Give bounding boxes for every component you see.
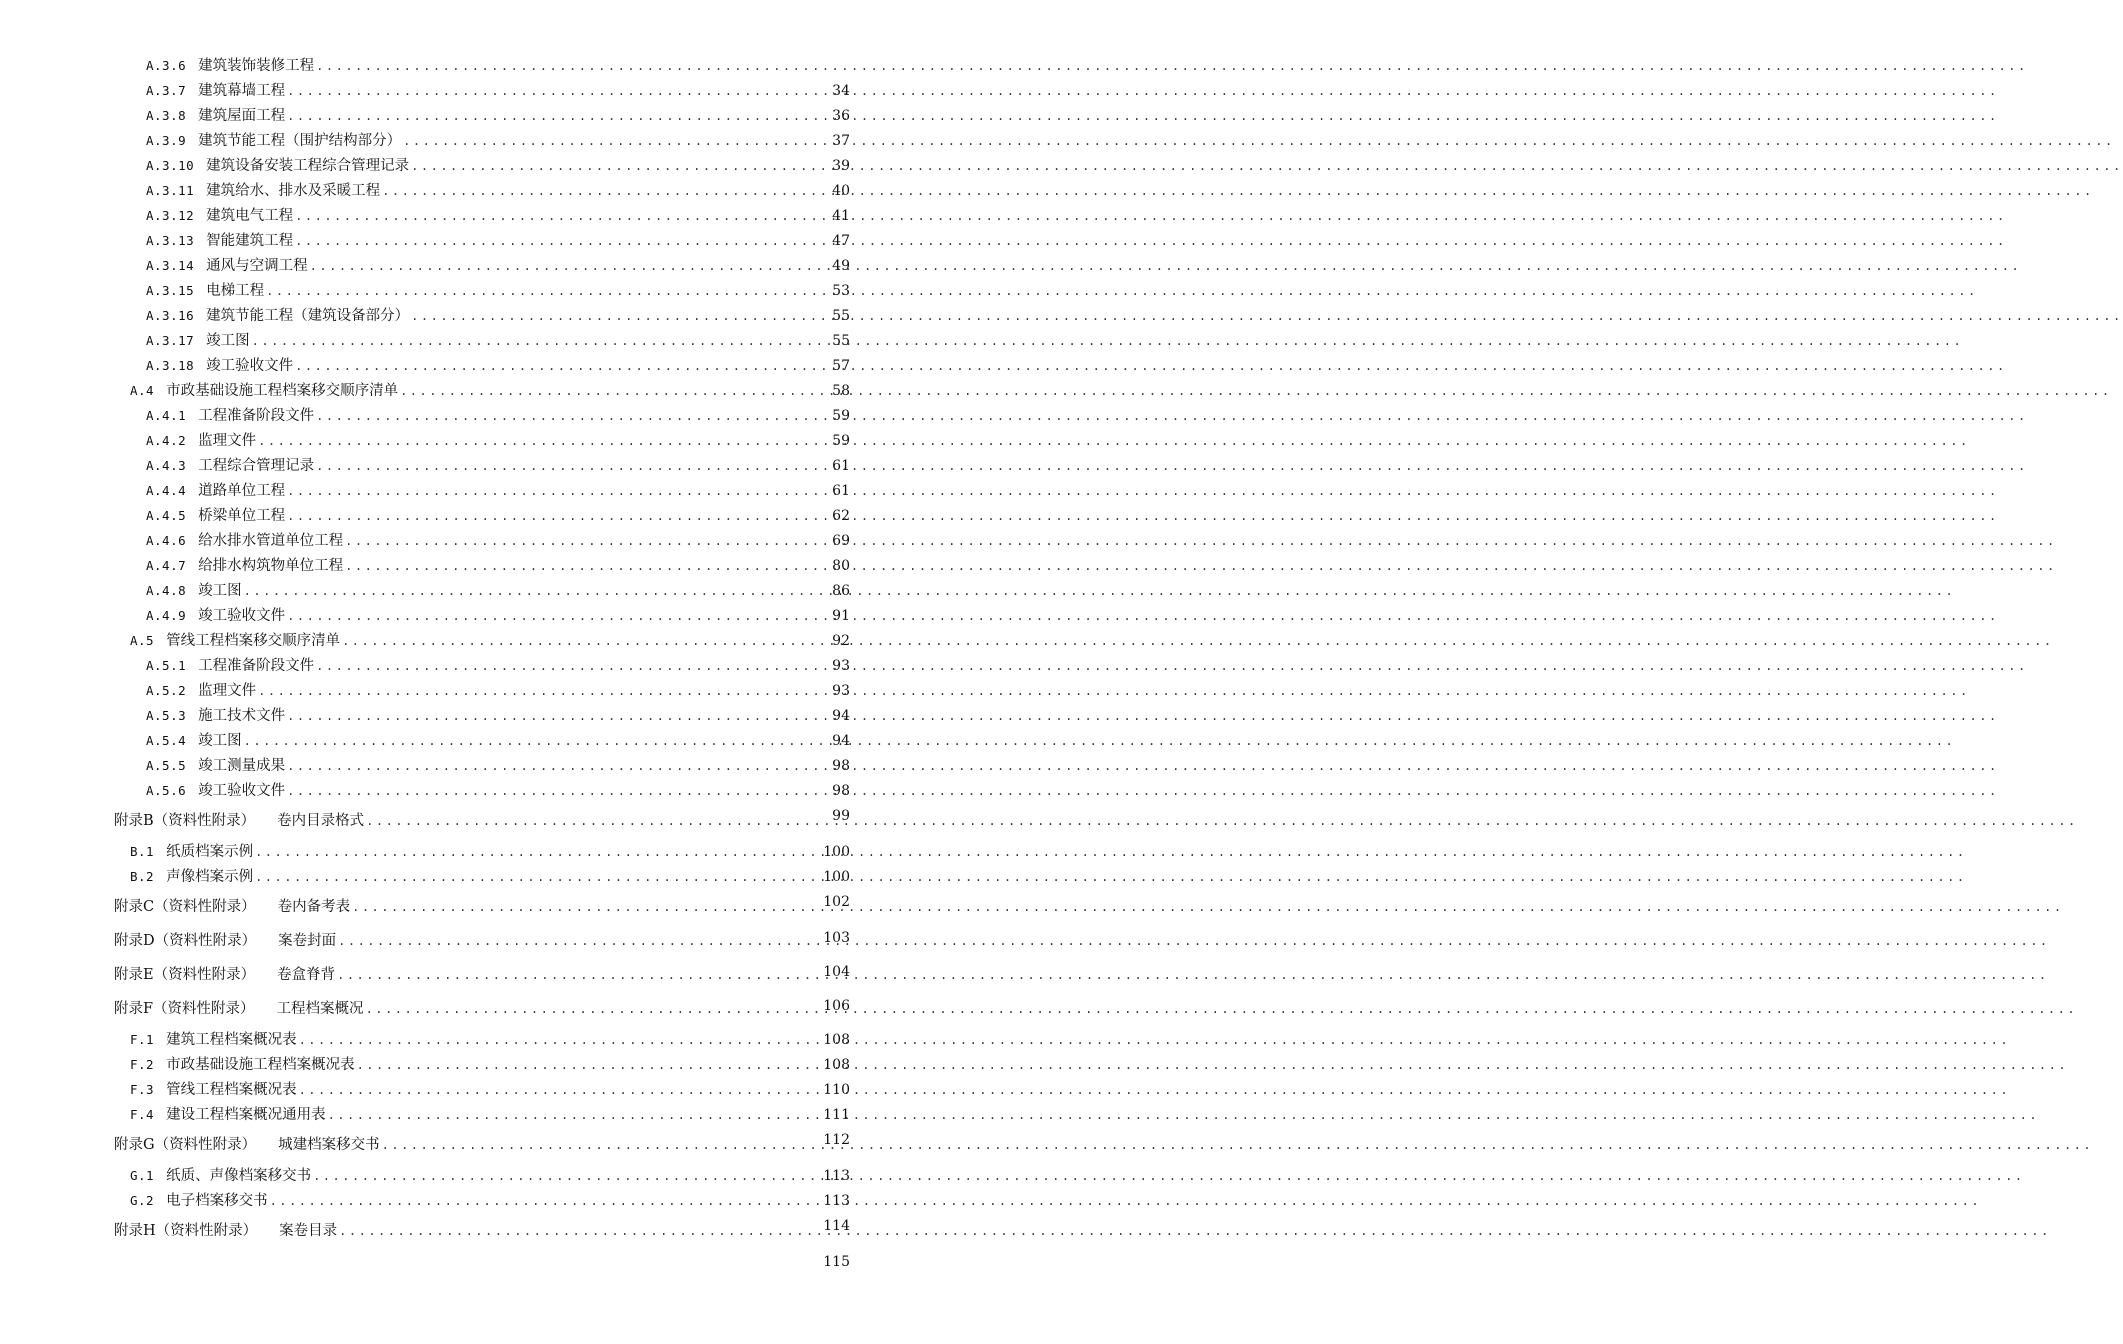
- toc-entry-row: [146, 78, 950, 104]
- toc-entry-number: A.4.9: [146, 608, 187, 623]
- toc-entry-number: A.5.5: [146, 758, 187, 773]
- toc-entry-page-number: 114: [823, 1218, 850, 1234]
- toc-entry-number: A.3.13: [146, 233, 195, 248]
- toc-entry-row: [146, 353, 950, 379]
- toc-entry-title: 建筑节能工程（围护结构部分）: [198, 133, 402, 149]
- toc-entry-row: [130, 1188, 950, 1214]
- toc-entry-title: 卷内目录格式: [277, 813, 365, 829]
- dot-leader: [287, 704, 1999, 729]
- toc-entry-title: 竣工图: [198, 733, 242, 749]
- toc-entry-title: 建筑屋面工程: [198, 108, 286, 124]
- toc-entry-page-number: 92: [832, 633, 850, 649]
- toc-entry-page-number: 93: [832, 658, 850, 674]
- toc-entry-title: 案卷封面: [278, 933, 337, 949]
- toc-entry-number: A.4: [130, 383, 155, 398]
- dot-leader: [255, 865, 1967, 890]
- toc-entry-page-number: 80: [832, 558, 850, 574]
- dot-leader: [258, 679, 1970, 704]
- toc-entry-title: 监理文件: [198, 433, 257, 449]
- toc-entry-title: 工程综合管理记录: [198, 458, 315, 474]
- dot-leader: [310, 254, 2022, 279]
- toc-entry-row: [146, 453, 950, 479]
- toc-entry-title: 卷内备考表: [277, 899, 351, 915]
- toc-entry-row: [114, 926, 950, 957]
- toc-entry-title: 桥梁单位工程: [198, 508, 286, 524]
- toc-entry-title: 竣工验收文件: [198, 608, 286, 624]
- dot-leader: [255, 840, 1967, 865]
- dot-leader: [287, 79, 1999, 104]
- toc-entry-title: 市政基础设施工程档案概况表: [166, 1057, 355, 1073]
- dot-leader: [382, 1130, 2094, 1161]
- toc-entry-row: [130, 1027, 950, 1053]
- toc-entry-number: B.2: [130, 869, 155, 884]
- toc-entry[interactable]: [0, 1216, 950, 1270]
- toc-entry-row: [146, 703, 950, 729]
- toc-entry-title: 建筑给水、排水及采暖工程: [206, 183, 381, 199]
- toc-entry-title: 工程档案概况: [276, 1001, 364, 1017]
- toc-entry-number: A.3.16: [146, 308, 195, 323]
- toc-entry-number: A.4.4: [146, 483, 187, 498]
- toc-entry-row: [114, 1216, 950, 1247]
- toc-entry-number: A.4.1: [146, 408, 187, 423]
- toc-entry-title: 卷盒脊背: [277, 967, 336, 983]
- toc-entry-row: [146, 128, 950, 154]
- toc-entry-row: [146, 203, 950, 229]
- toc-entry-number: 附录E（资料性附录）: [114, 967, 256, 983]
- toc-entry-row: [146, 778, 950, 804]
- toc-entry-page-number: 100: [823, 844, 850, 860]
- dot-leader: [287, 604, 1999, 629]
- toc-entry-number: A.4.8: [146, 583, 187, 598]
- toc-entry-row: [130, 1052, 950, 1078]
- toc-entry-number: A.4.2: [146, 433, 187, 448]
- toc-entry-number: 附录H（资料性附录）: [114, 1223, 258, 1239]
- toc-entry-number: A.3.8: [146, 108, 187, 123]
- toc-entry-title: 给排水构筑物单位工程: [198, 558, 344, 574]
- toc-entry-number: A.3.12: [146, 208, 195, 223]
- toc-entry-page-number: 108: [823, 1057, 850, 1073]
- toc-entry-page-number: 108: [823, 1032, 850, 1048]
- toc-entry-title: 竣工验收文件: [206, 358, 294, 374]
- toc-entry-title: 管线工程档案概况表: [166, 1082, 297, 1098]
- toc-entry-page-number: 113: [823, 1193, 850, 1209]
- dot-leader: [316, 404, 2028, 429]
- toc-entry-title: 建筑节能工程（建筑设备部分）: [206, 308, 410, 324]
- toc-entry-number: 附录D（资料性附录）: [114, 933, 257, 949]
- toc-entry-row: [146, 528, 950, 554]
- toc-entry-title: 声像档案示例: [166, 869, 254, 885]
- toc-entry-page-number: 115: [823, 1254, 850, 1270]
- toc-entry-number: A.3.11: [146, 183, 195, 198]
- toc-entry-row: [114, 806, 950, 837]
- dot-leader: [287, 779, 1999, 804]
- toc-entry-row: [146, 178, 950, 204]
- toc-entry-title: 建筑设备安装工程综合管理记录: [206, 158, 410, 174]
- toc-entry-row: [130, 1102, 950, 1128]
- toc-entry-number: A.4.3: [146, 458, 187, 473]
- table-of-contents: [0, 53, 950, 1270]
- dot-leader: [252, 329, 1964, 354]
- toc-entry-number: A.5.6: [146, 783, 187, 798]
- dot-leader: [287, 504, 1999, 529]
- dot-leader: [287, 754, 1999, 779]
- toc-entry-page-number: 94: [832, 708, 850, 724]
- toc-entry-number: A.5.4: [146, 733, 187, 748]
- toc-entry-number: A.3.14: [146, 258, 195, 273]
- dot-leader: [357, 1053, 2069, 1078]
- toc-entry-number: A.5.3: [146, 708, 187, 723]
- toc-entry-row: [146, 253, 950, 279]
- dot-leader: [295, 354, 2007, 379]
- dot-leader: [316, 54, 2028, 79]
- toc-entry-page-number: 112: [823, 1132, 850, 1148]
- dot-leader: [244, 729, 1956, 754]
- toc-entry-row: [146, 103, 950, 129]
- dot-leader: [352, 892, 2064, 923]
- toc-entry-row: [114, 960, 950, 991]
- dot-leader: [366, 994, 2078, 1025]
- dot-leader: [258, 429, 1970, 454]
- toc-entry-number: 附录B（资料性附录）: [114, 813, 256, 829]
- toc-entry-title: 市政基础设施工程档案移交顺序清单: [166, 383, 399, 399]
- toc-entry-row: [130, 378, 950, 404]
- dot-leader: [244, 579, 1956, 604]
- toc-entry-page-number: 40: [832, 183, 850, 199]
- toc-entry-number: A.4.5: [146, 508, 187, 523]
- toc-entry-title: 智能建筑工程: [206, 233, 294, 249]
- dot-leader: [339, 1216, 2051, 1247]
- toc-entry-page-number: 58: [832, 383, 850, 399]
- toc-entry-number: G.2: [130, 1193, 155, 1208]
- dot-leader: [287, 479, 1999, 504]
- toc-entry-number: A.4.6: [146, 533, 187, 548]
- dot-leader: [266, 279, 1978, 304]
- dot-leader: [400, 379, 2112, 404]
- toc-entry-number: A.3.17: [146, 333, 195, 348]
- toc-entry-row: [146, 53, 950, 79]
- dot-leader: [345, 554, 2057, 579]
- dot-leader: [316, 454, 2028, 479]
- dot-leader: [338, 926, 2050, 957]
- toc-entry-number: A.5: [130, 633, 155, 648]
- toc-entry-number: A.3.7: [146, 83, 187, 98]
- toc-entry-title: 施工技术文件: [198, 708, 286, 724]
- toc-entry-title: 道路单位工程: [198, 483, 286, 499]
- toc-entry-number: A.3.15: [146, 283, 195, 298]
- toc-entry-page-number: 49: [832, 258, 850, 274]
- dot-leader: [403, 129, 2115, 154]
- toc-entry-page-number: 113: [823, 1168, 850, 1184]
- toc-entry-row: [146, 603, 950, 629]
- toc-entry-page-number: 55: [832, 308, 850, 324]
- toc-entry-page-number: 34: [832, 83, 850, 99]
- toc-entry-number: 附录G（资料性附录）: [114, 1137, 257, 1153]
- dot-leader: [342, 629, 2054, 654]
- toc-entry-page-number: 62: [832, 508, 850, 524]
- toc-entry-page-number: 57: [832, 358, 850, 374]
- toc-entry-row: [146, 478, 950, 504]
- toc-entry-title: 建筑电气工程: [206, 208, 294, 224]
- dot-leader: [299, 1078, 2011, 1103]
- toc-entry-page-number: 69: [832, 533, 850, 549]
- toc-entry-row: [114, 1130, 950, 1161]
- toc-entry-number: F.1: [130, 1032, 155, 1047]
- toc-entry-row: [130, 628, 950, 654]
- dot-leader: [337, 960, 2049, 991]
- toc-entry-title: 建筑装饰装修工程: [198, 58, 315, 74]
- toc-entry-page-number: 106: [823, 998, 850, 1014]
- toc-entry-row: [146, 403, 950, 429]
- dot-leader: [295, 204, 2007, 229]
- toc-entry-number: F.4: [130, 1107, 155, 1122]
- toc-entry-row: [146, 753, 950, 779]
- toc-entry-title: 竣工验收文件: [198, 783, 286, 799]
- dot-leader: [366, 806, 2078, 837]
- dot-leader: [411, 304, 2123, 329]
- toc-entry-row: [146, 228, 950, 254]
- dot-leader: [287, 104, 1999, 129]
- toc-entry-row: [130, 1163, 950, 1189]
- toc-entry-number: A.3.18: [146, 358, 195, 373]
- toc-entry-page-number: 61: [832, 458, 850, 474]
- dot-leader: [270, 1189, 1982, 1214]
- toc-entry-number: F.3: [130, 1082, 155, 1097]
- toc-entry-row: [146, 653, 950, 679]
- toc-entry-title: 工程准备阶段文件: [198, 408, 315, 424]
- toc-entry-row: [146, 578, 950, 604]
- toc-entry-page-number: 53: [832, 283, 850, 299]
- toc-entry-number: A.5.2: [146, 683, 187, 698]
- toc-entry-number: 附录F（资料性附录）: [114, 1001, 255, 1017]
- toc-entry-title: 纸质、声像档案移交书: [166, 1168, 312, 1184]
- toc-entry-number: B.1: [130, 844, 155, 859]
- toc-entry-page-number: 111: [823, 1107, 850, 1123]
- toc-entry-title: 建筑工程档案概况表: [166, 1032, 297, 1048]
- toc-entry-row: [146, 678, 950, 704]
- toc-entry-page-number: 100: [823, 869, 850, 885]
- toc-entry-page-number: 110: [823, 1082, 850, 1098]
- toc-entry-page-number: 98: [832, 783, 850, 799]
- toc-entry-page-number: 61: [832, 483, 850, 499]
- toc-entry-title: 监理文件: [198, 683, 257, 699]
- toc-entry-row: [146, 553, 950, 579]
- toc-entry-row: [146, 278, 950, 304]
- toc-entry-page-number: 55: [832, 333, 850, 349]
- toc-entry-page-number: 91: [832, 608, 850, 624]
- toc-entry-number: A.4.7: [146, 558, 187, 573]
- toc-entry-number: A.3.10: [146, 158, 195, 173]
- toc-entry-page-number: 94: [832, 733, 850, 749]
- toc-entry-row: [130, 1077, 950, 1103]
- toc-entry-row: [114, 892, 950, 923]
- dot-leader: [345, 529, 2057, 554]
- toc-entry-page-number: 59: [832, 433, 850, 449]
- toc-entry-title: 建筑幕墙工程: [198, 83, 286, 99]
- toc-entry-row: [114, 994, 950, 1025]
- toc-entry-title: 竣工测量成果: [198, 758, 286, 774]
- toc-entry-row: [146, 153, 950, 179]
- toc-entry-row: [146, 503, 950, 529]
- dot-leader: [382, 179, 2094, 204]
- toc-entry-title: 工程准备阶段文件: [198, 658, 315, 674]
- toc-entry-title: 案卷目录: [279, 1223, 338, 1239]
- toc-entry-number: A.5.1: [146, 658, 187, 673]
- toc-entry-row: [146, 303, 950, 329]
- toc-entry-number: 附录C（资料性附录）: [114, 899, 256, 915]
- toc-entry-page-number: 86: [832, 583, 850, 599]
- toc-entry-title: 纸质档案示例: [166, 844, 254, 860]
- dot-leader: [313, 1164, 2025, 1189]
- toc-entry-page-number: 104: [823, 964, 850, 980]
- dot-leader: [299, 1028, 2011, 1053]
- toc-entry-page-number: 39: [832, 158, 850, 174]
- toc-entry-row: [146, 428, 950, 454]
- toc-entry-title: 电梯工程: [206, 283, 265, 299]
- toc-entry-page-number: 103: [823, 930, 850, 946]
- toc-entry-page-number: 47: [832, 233, 850, 249]
- toc-entry-number: A.3.9: [146, 133, 187, 148]
- toc-entry-title: 电子档案移交书: [166, 1193, 268, 1209]
- toc-entry-title: 竣工图: [198, 583, 242, 599]
- toc-entry-page-number: 98: [832, 758, 850, 774]
- toc-entry-title: 城建档案移交书: [278, 1137, 380, 1153]
- toc-entry-number: A.3.6: [146, 58, 187, 73]
- dot-leader: [316, 654, 2028, 679]
- toc-entry-title: 通风与空调工程: [206, 258, 308, 274]
- toc-entry-row: [146, 728, 950, 754]
- toc-entry-page-number: 41: [832, 208, 850, 224]
- toc-entry-page-number: 59: [832, 408, 850, 424]
- toc-entry-title: 建设工程档案概况通用表: [166, 1107, 326, 1123]
- toc-entry-page-number: 93: [832, 683, 850, 699]
- toc-entry-page-number: 99: [832, 808, 850, 824]
- toc-entry-number: G.1: [130, 1168, 155, 1183]
- dot-leader: [328, 1103, 2040, 1128]
- toc-entry-row: [130, 864, 950, 890]
- dot-leader: [411, 154, 2123, 179]
- toc-entry-row: [146, 328, 950, 354]
- toc-entry-title: 竣工图: [206, 333, 250, 349]
- dot-leader: [295, 229, 2007, 254]
- toc-entry-page-number: 36: [832, 108, 850, 124]
- toc-entry-page-number: 102: [823, 894, 850, 910]
- toc-entry-page-number: 37: [832, 133, 850, 149]
- toc-entry-number: F.2: [130, 1057, 155, 1072]
- toc-entry-title: 给水排水管道单位工程: [198, 533, 344, 549]
- toc-entry-row: [130, 839, 950, 865]
- toc-entry-title: 管线工程档案移交顺序清单: [166, 633, 341, 649]
